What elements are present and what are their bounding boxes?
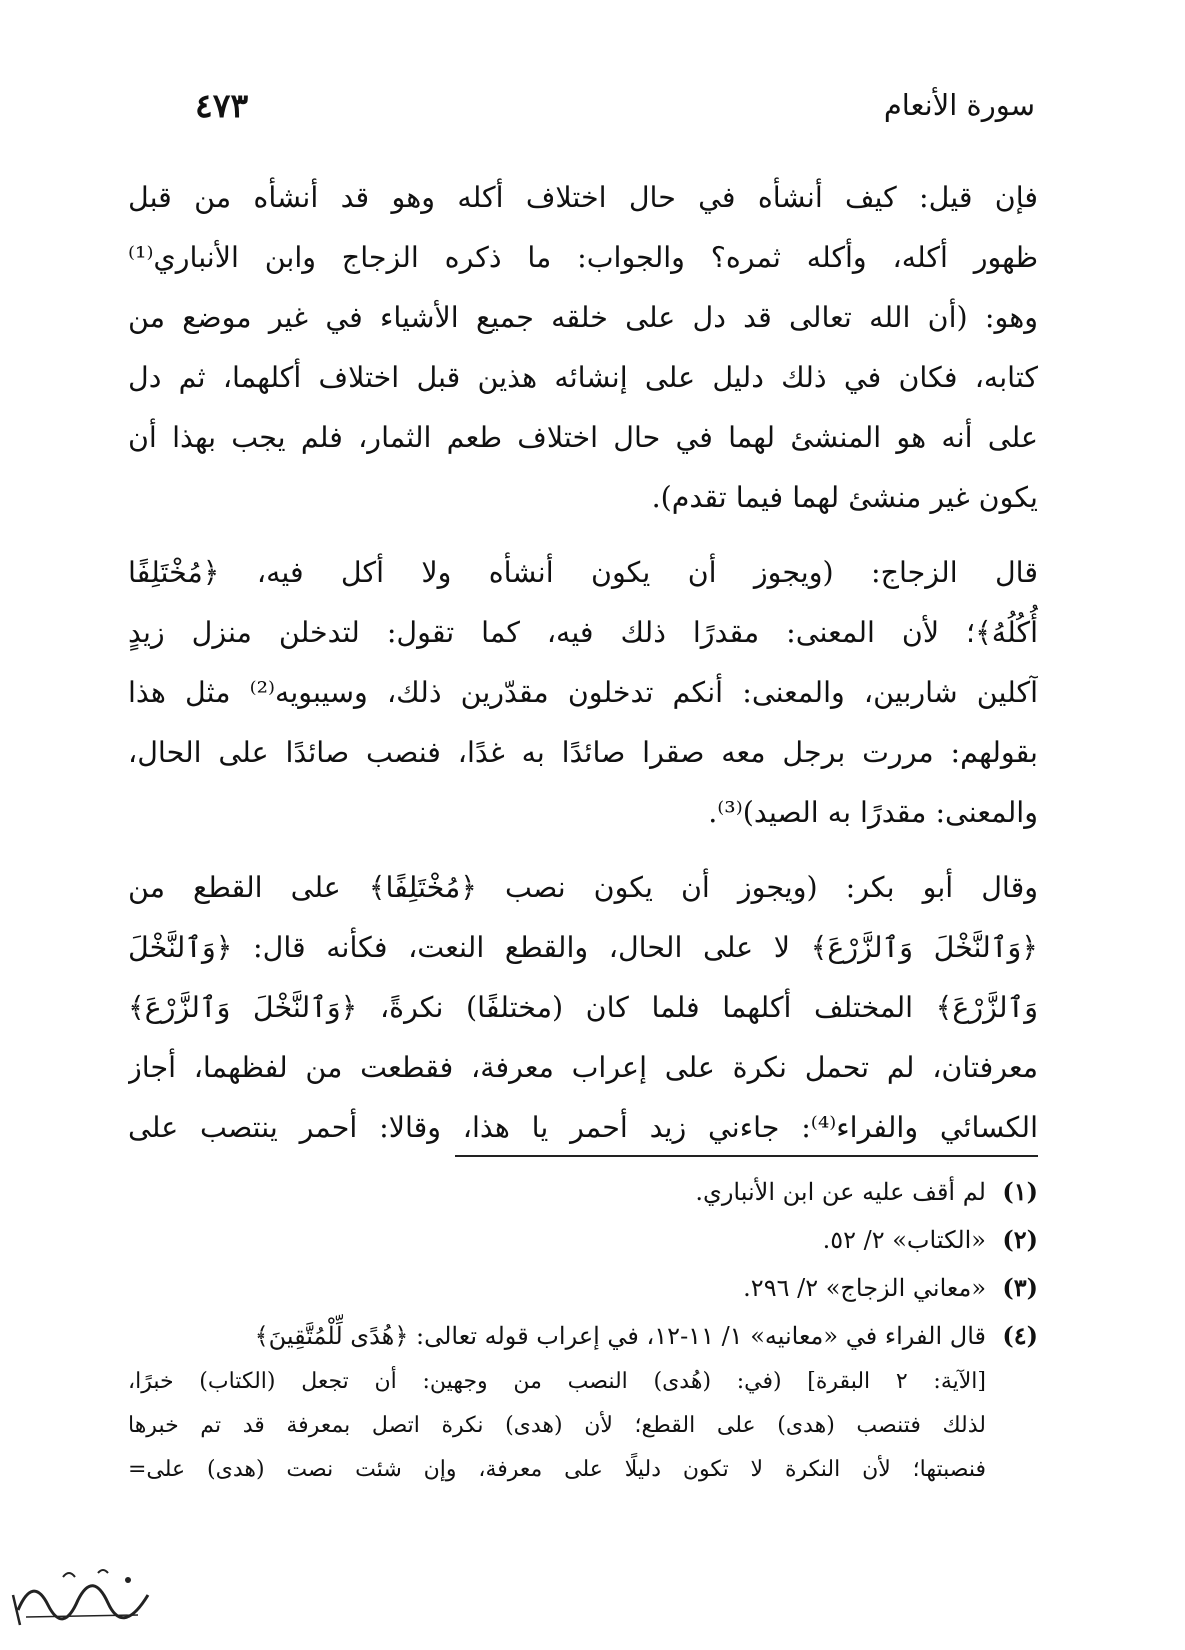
text-line: وقال أبو بكر: (ويجوز أن يكون نصب ﴿مُخْتَلِفًا﴾ على القطع من [128, 871, 1038, 904]
text-line: الكسائي والفراء⁽⁴⁾: جاءني زيد أحمر يا هذا، وقالا: أحمر ينتصب على [128, 1111, 1038, 1144]
library-stamp-logo [8, 1555, 158, 1630]
footnote-continuation-line: لذلك فتنصب (هدى) على القطع؛ لأن (هدى) نكرة اتصل بمعرفة قد تم خبرها [128, 1413, 986, 1438]
footnote-number: (٣) [1002, 1273, 1038, 1302]
footnote-separator [455, 1155, 1038, 1157]
footnote [128, 1168, 1038, 1216]
footnote-text: «الكتاب» ٢/ ٥٢. [822, 1226, 986, 1254]
text-line: والمعنى: مقدرًا به الصيد)⁽³⁾. [708, 796, 1038, 829]
text-line: يكون غير منشئ لهما فيما تقدم). [651, 481, 1038, 514]
footnote-continuation-line: [الآية: ٢ البقرة] (في: (هُدى) النصب من وجهين: أن تجعل (الكتاب) خبرًا، [128, 1369, 986, 1394]
text-line: ظهور أكله، وأكله ثمره؟ والجواب: ما ذكره الزجاج وابن الأنباري⁽¹⁾ [128, 241, 1038, 274]
footnote [128, 1312, 1038, 1360]
footnote [128, 1216, 1038, 1264]
text-line: أُكُلُهُ﴾؛ لأن المعنى: مقدرًا ذلك فيه، كما تقول: لتدخلن منزل زيدٍ [128, 616, 1038, 649]
footnote-number: (٢) [1002, 1225, 1038, 1254]
text-line: كتابه، فكان في ذلك دليل على إنشائه هذين قبل اختلاف أكلهما، ثم دل [128, 361, 1038, 394]
text-line: وهو: (أن الله تعالى قد دل على خلقه جميع الأشياء في غير موضع من [128, 301, 1038, 334]
page-number: ٤٧٣ [195, 86, 249, 125]
footnote-continuation-line: فنصبتها؛ لأن النكرة لا تكون دليلًا على معرفة، وإن شئت نصت (هدى) على= [128, 1457, 986, 1482]
page-header [130, 88, 1035, 138]
text-line: على أنه هو المنشئ لهما في حال اختلاف طعم الثمار، فلم يجب بهذا أن [128, 421, 1038, 454]
text-line: آكلين شاربين، والمعنى: أنكم تدخلون مقدّرين ذلك، وسيبويه⁽²⁾ مثل هذا [128, 676, 1038, 709]
main-text [128, 168, 1038, 1158]
footnote [128, 1264, 1038, 1312]
footnote-text: قال الفراء في «معانيه» ١/ ١١-١٢، في إعراب قوله تعالى: ﴿هُدًى لِّلْمُتَّقِينَ﴾ [254, 1322, 986, 1350]
footnote-number: (١) [1002, 1177, 1038, 1206]
footnote-text: «معاني الزجاج» ٢/ ٢٩٦. [743, 1274, 986, 1302]
footnotes [128, 1168, 1038, 1492]
text-line: قال الزجاج: (ويجوز أن يكون أنشأه ولا أكل فيه، ﴿مُخْتَلِفًا [128, 556, 1038, 589]
text-line: ﴿وَٱلنَّخْلَ وَٱلزَّرْعَ﴾ لا على الحال، والقطع النعت، فكأنه قال: ﴿وَٱلنَّخْلَ [128, 931, 1038, 964]
footnote-text: لم أقف عليه عن ابن الأنباري. [695, 1178, 986, 1206]
text-line: معرفتان، لم تحمل نكرة على إعراب معرفة، فقطعت من لفظهما، أجاز [128, 1051, 1038, 1084]
surah-title: سورة الأنعام [883, 88, 1035, 122]
footnote-number: (٤) [1002, 1321, 1038, 1350]
text-line: وَٱلزَّرْعَ﴾ المختلف أكلهما فلما كان (مختلفًا) نكرةً، ﴿وَٱلنَّخْلَ وَٱلزَّرْعَ﴾ [128, 991, 1038, 1024]
text-line: فإن قيل: كيف أنشأه في حال اختلاف أكله وهو قد أنشأه من قبل [128, 181, 1038, 214]
text-line: بقولهم: مررت برجل معه صقرا صائدًا به غدًا، فنصب صائدًا على الحال، [128, 736, 1038, 769]
